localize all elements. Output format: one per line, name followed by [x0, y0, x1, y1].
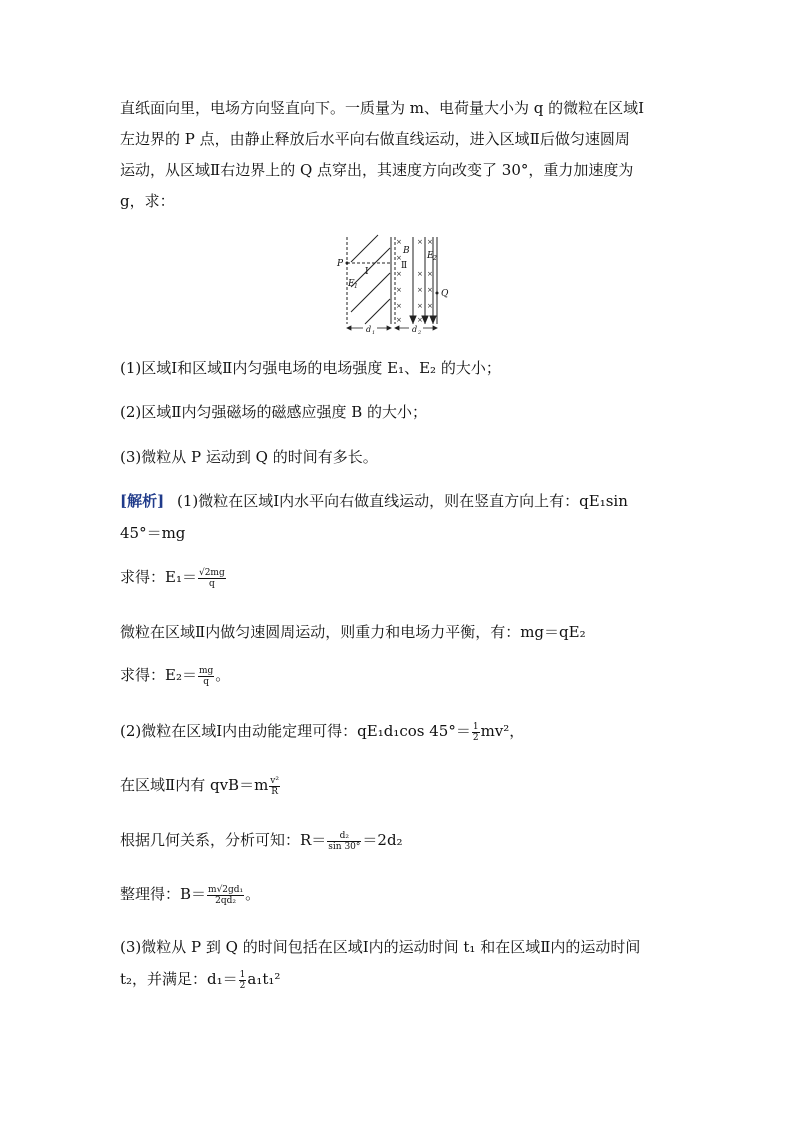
- energy-theorem-suffix: mv²，: [480, 722, 525, 740]
- label-p: P: [337, 259, 344, 269]
- label-d1-sub: 1: [372, 330, 376, 334]
- geometry-suffix: ＝2d₂: [362, 831, 403, 849]
- label-d2-sub: 2: [418, 330, 422, 334]
- solution-line-11: [120, 968, 280, 991]
- solution-line-5: [120, 664, 230, 687]
- label-region-1: Ⅰ: [365, 267, 369, 277]
- solution-tag: [解析]: [120, 492, 165, 510]
- label-q: Q: [441, 289, 449, 299]
- time-eq-suffix: a₁t₁²: [247, 970, 281, 988]
- svg-text:×: ×: [396, 302, 402, 310]
- question-2: (2)区域Ⅱ内匀强磁场的磁感应强度 B 的大小；: [120, 403, 428, 421]
- label-e1-sub: 1: [354, 283, 358, 290]
- e1-field-lines: [351, 235, 390, 324]
- problem-line-1: 直纸面向里，电场方向竖直向下。一质量为 m、电荷量大小为 q 的微粒在区域Ⅰ: [120, 99, 645, 117]
- svg-text:×: ×: [427, 286, 433, 294]
- e2-result-suffix: 。: [215, 666, 231, 684]
- solution-line-2: 45°＝mg: [120, 524, 186, 542]
- solution-line-3: [120, 566, 227, 589]
- solution-line-4: 微粒在区域Ⅱ内做匀速圆周运动，则重力和电场力平衡，有：mg＝qE₂: [120, 623, 586, 641]
- svg-text:×: ×: [396, 316, 402, 324]
- e1-result-prefix: 求得：E₁＝: [120, 568, 197, 586]
- label-e2: E: [427, 251, 434, 261]
- e2-result-prefix: 求得：E₂＝: [120, 666, 197, 684]
- geometry-prefix: 根据几何关系，分析可知：R＝: [120, 831, 327, 849]
- time-eq-prefix: t₂，并满足：d₁＝: [120, 970, 238, 988]
- e2-fraction: $\frac{mg}{q}$: [198, 665, 214, 687]
- svg-text:×: ×: [417, 238, 423, 246]
- b-result-suffix: 。: [245, 885, 261, 903]
- problem-line-3: 运动，从区域Ⅱ右边界上的 Q 点穿出，其速度方向改变了 30°，重力加速度为: [120, 161, 634, 179]
- svg-text:×: ×: [396, 254, 402, 262]
- label-d1: d: [366, 325, 372, 334]
- svg-text:×: ×: [417, 316, 423, 324]
- solution-line-8: [120, 829, 403, 852]
- solution-line-6: [120, 720, 524, 743]
- svg-text:×: ×: [396, 286, 402, 294]
- svg-text:×: ×: [427, 302, 433, 310]
- b-result-prefix: 整理得：B＝: [120, 885, 207, 903]
- svg-text:×: ×: [396, 238, 402, 246]
- lorentz-prefix: 在区域Ⅱ内有 qvB＝m: [120, 776, 269, 794]
- half-fraction: $\frac{1}{2}$: [472, 721, 479, 743]
- solution-line-10: (3)微粒从 P 到 Q 的时间包括在区域Ⅰ内的运动时间 t₁ 和在区域Ⅱ内的运动时间: [120, 938, 641, 956]
- svg-text:×: ×: [396, 270, 402, 278]
- label-e1: E: [348, 279, 355, 289]
- problem-line-4: g，求：: [120, 192, 175, 210]
- point-p-dot: [346, 262, 349, 265]
- problem-line-2: 左边界的 P 点，由静止释放后水平向右做直线运动，进入区域Ⅱ后做匀速圆周: [120, 130, 630, 148]
- svg-text:×: ×: [417, 270, 423, 278]
- label-e2-sub: 2: [433, 255, 437, 262]
- label-d2: d: [412, 325, 418, 334]
- lorentz-fraction: $\frac{\text{v²}}{R}$: [270, 775, 279, 797]
- solution-line-9: [120, 883, 260, 906]
- radius-fraction: $\frac{\text{d₂}}{\sin 30^\circ}$: [328, 830, 361, 852]
- field-diagram: [333, 232, 463, 334]
- solution-line-7: [120, 774, 281, 797]
- point-q-dot: [436, 292, 439, 295]
- svg-text:×: ×: [417, 302, 423, 310]
- solution-text-1a: (1)微粒在区域Ⅰ内水平向右做直线运动，则在竖直方向上有：qE₁sin: [176, 492, 628, 510]
- question-3: (3)微粒从 P 运动到 Q 的时间有多长。: [120, 448, 378, 466]
- question-1: (1)区域Ⅰ和区域Ⅱ内匀强电场的电场强度 E₁、E₂ 的大小；: [120, 359, 501, 377]
- energy-theorem-prefix: (2)微粒在区域Ⅰ内由动能定理可得：qE₁d₁cos 45°＝: [120, 722, 471, 740]
- svg-text:×: ×: [427, 270, 433, 278]
- dimension-arrows: [347, 326, 437, 330]
- svg-text:×: ×: [417, 286, 423, 294]
- solution-line-1: [120, 490, 628, 512]
- e1-fraction: $\frac{√2mg}{q}$: [198, 567, 225, 589]
- label-b: B: [403, 246, 410, 256]
- label-region-2: Ⅱ: [401, 261, 408, 271]
- b-fraction: $\frac{\text{m√2gd₁}}{\text{2qd₂}}$: [208, 884, 244, 906]
- svg-text:×: ×: [427, 238, 433, 246]
- region-boundaries: [347, 237, 437, 324]
- time-half-fraction: $\frac{1}{2}$: [239, 969, 246, 991]
